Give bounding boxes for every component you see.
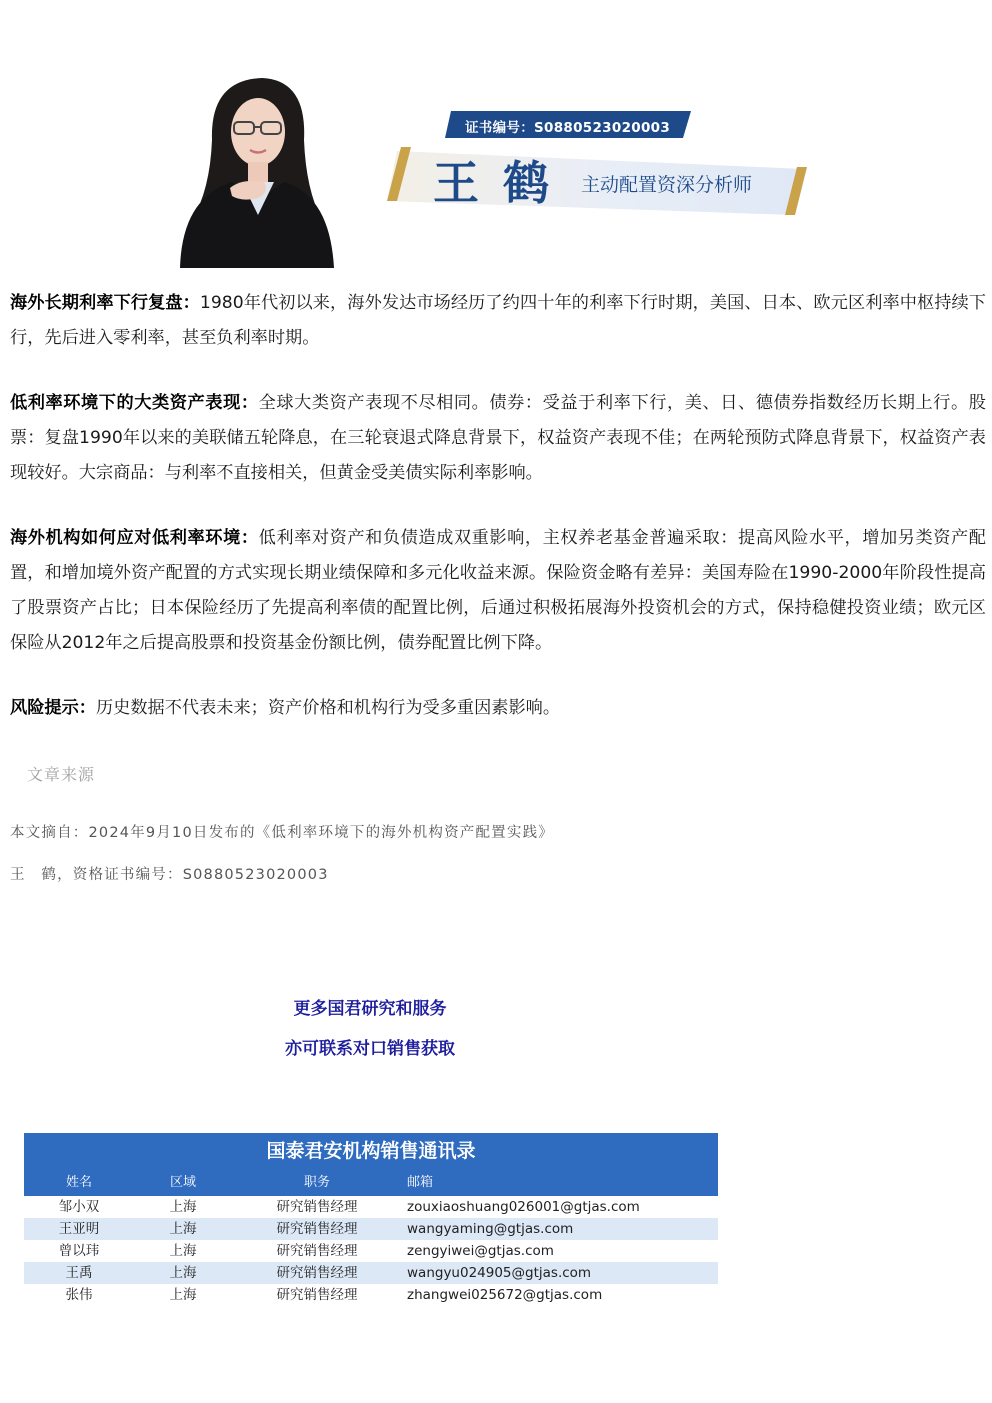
cell-email[interactable]: wangyaming@gtjas.com: [407, 1221, 574, 1237]
section-heading: 海外长期利率下行复盘：: [10, 293, 200, 313]
section-institution-response: [10, 521, 986, 661]
cell-name: 王亚明: [58, 1221, 100, 1237]
certificate-number: 证书编号：S0880523020003: [465, 120, 671, 136]
section-risk-warning: [10, 691, 986, 726]
cell-email[interactable]: zhangwei025672@gtjas.com: [407, 1287, 603, 1303]
source-author-cert: 王 鹤，资格证书编号：S0880523020003: [10, 867, 329, 883]
cell-role: 研究销售经理: [276, 1243, 358, 1259]
cell-name: 曾以玮: [58, 1243, 100, 1259]
table-row: [24, 1196, 718, 1218]
promo-line-1: 更多国君研究和服务: [293, 999, 447, 1019]
cell-email[interactable]: zouxiaoshuang026001@gtjas.com: [407, 1199, 640, 1215]
section-text: 低利率对资产和负债造成双重影响，主权养老基金普遍采取：提高风险水平，增加另类资产配置，和增加境外资产配置的方式实现长期业绩保障和多元化收益来源。保险资金略有差异：美国寿险在1990-2000年阶段性提高了股票资产占比；日本保险经历了先提高利率债的配置比例，后通过积极拓展海外投资机会的方式，保持稳健投资业绩；欧元区保险从2012年之后提高股票和投资基金份额比例，债券配置比例下降。: [10, 528, 986, 653]
cell-region: 上海: [169, 1221, 197, 1237]
table-row: [24, 1218, 718, 1240]
cell-role: 研究销售经理: [276, 1199, 358, 1215]
cell-name: 王禹: [65, 1265, 93, 1281]
analyst-name: 王鹤: [433, 156, 573, 210]
cell-email[interactable]: zengyiwei@gtjas.com: [407, 1243, 554, 1259]
column-header-role: 职务: [303, 1175, 330, 1190]
table-title: 国泰君安机构销售通讯录: [24, 1133, 718, 1170]
analyst-title: 主动配置资深分析师: [581, 174, 753, 196]
section-text: 1980年代初以来，海外发达市场经历了约四十年的利率下行时期，美国、日本、欧元区利率中枢持续下行，先后进入零利率，甚至负利率时期。: [10, 293, 986, 348]
cell-region: 上海: [169, 1287, 197, 1303]
table-row: [24, 1240, 718, 1262]
column-header-email: 邮箱: [407, 1175, 434, 1190]
cell-role: 研究销售经理: [276, 1287, 358, 1303]
section-overseas-rates: [10, 286, 986, 356]
source-heading: 文章来源: [27, 765, 96, 784]
table-header-row: [24, 1170, 718, 1196]
section-heading: 海外机构如何应对低利率环境：: [10, 528, 259, 548]
column-header-region: 区域: [169, 1175, 196, 1190]
cell-region: 上海: [169, 1265, 197, 1281]
certificate-tag: [445, 111, 691, 138]
cell-role: 研究销售经理: [276, 1265, 358, 1281]
analyst-banner: [0, 0, 992, 270]
cell-role: 研究销售经理: [276, 1221, 358, 1237]
table-row: [24, 1262, 718, 1284]
name-plate: [385, 143, 810, 218]
analyst-portrait: [172, 70, 337, 268]
table-row: [24, 1284, 718, 1306]
section-heading: 风险提示：: [10, 698, 96, 718]
cell-email[interactable]: wangyu024905@gtjas.com: [407, 1265, 592, 1281]
cell-region: 上海: [169, 1199, 197, 1215]
section-text: 历史数据不代表未来；资产价格和机构行为受多重因素影响。: [95, 698, 561, 718]
promo-line-2: 亦可联系对口销售获取: [285, 1039, 455, 1059]
source-citation: 本文摘自：2024年9月10日发布的《低利率环境下的海外机构资产配置实践》: [10, 825, 554, 841]
section-text: 全球大类资产表现不尽相同。债券：受益于利率下行，美、日、德债券指数经历长期上行。股票：复盘1990年以来的美联储五轮降息，在三轮衰退式降息背景下，权益资产表现不佳；在两轮预防式降息背景下，权益资产表现较好。大宗商品：与利率不直接相关，但黄金受美债实际利率影响。: [10, 393, 986, 483]
cell-name: 邹小双: [58, 1199, 100, 1215]
sales-directory-table: [24, 1133, 718, 1303]
section-asset-performance: [10, 386, 986, 491]
cell-name: 张伟: [65, 1287, 93, 1303]
cell-region: 上海: [169, 1243, 197, 1259]
section-heading: 低利率环境下的大类资产表现：: [10, 393, 259, 413]
column-header-name: 姓名: [65, 1175, 92, 1190]
